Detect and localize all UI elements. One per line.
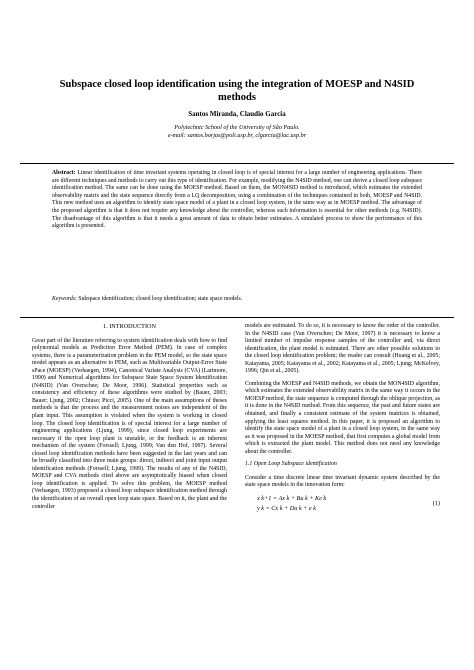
bottom-divider — [20, 317, 454, 318]
keywords-text: Subspace identification; closed loop identification; state space models. — [78, 296, 243, 302]
top-divider — [20, 163, 454, 164]
keywords-label: Keywords: — [52, 296, 77, 302]
affiliation: Polytechnic School of the University of São Paulo. — [174, 124, 300, 131]
intro-paragraph: Great part of the literature referring to system identification deals with how to find polynomial models as Prediction Error Method (PEM). In case of complex systems, there is a parameterization problem in the PEM model, so the state space model appears as an alternative to PEM, such as Multivariable Output-Error State sPace (MOESP) (Verhaegen, 1994), Canonical Variate Analysis (CVA) (Larimore, 1990) and Numerical algorithms for Subspace State Space System Identification (N4SID) (Van Overschee; De Moor, 1996). Statistical properties such as consistency and efficiency of these algorithms were studied by (Bauer, 2003; Bauer; Ljung, 2002; Chiuso; Picci, 2005). One of the main assumptions of theses methods is that the process and the measurement noises are independent of the plant input. This assumption is violated when the system is working in closed loop. The closed loop identification is of special interest for a large number of engineering applications (Ljung, 1999), since closed loop experiments are necessary if the open loop plant is unstable, or the feedback is an inherent mechanism of the system (Forssell; Ljung, 1999; Van den Hof, 1997). Several closed loop identification methods have been suggested in the last years and can be broadly classified into three main groups: direct, indirect and joint input output identification methods (Forssell; Ljung, 1999). The results of any of the N4SID, MOESP and CVA methods cited above are asymptotically biased when closed loop identification is applied. To solve this problem, the MOESP method (Verhaegen, 1993) proposed a closed loop subspace identification method through the identification of an overall open loop state space. Based on it, the plant and the controller — [32, 337, 227, 510]
paragraph-combining: Combining the MOESP and N4SID methods, we obtain the MON4SID algorithm, which estimates the extended observability matrix in the same way it occurs in the MOESP method, the state sequence is computed through the oblique projection, as it is done in the N4SID method. From this sequence, the past and future states are obtained, and finally a consistent estimate of the system matrices is obtained, applying the least squares method. In this paper, it is proposed an algorithm to identify the state space model of a plant in a closed loop system, in the same way as it was proposed in the MOESP method, that first computes a global model from which is extracted the plant model. This method does not need any knowledge about the controller. — [245, 380, 440, 455]
paragraph-consider: Consider a time discrete linear time invariant dynamic system described by the state space models in the innovation form: — [245, 474, 440, 489]
paper-authors: Santos Miranda, Claudio Garcia — [188, 110, 286, 118]
abstract-text: Linear identification of time invariant systems operating in closed loop is of special interest for a large number of engineering applications. There are different techniques and methods to carry out this type of identification. For example, modifying the N4SID method, one can derive a closed loop subspace identification method. The same can be done using the MOESP method. Based on them, the MON4SID method is introduced, which estimates the extended observability matrix and the state sequence directly from a LQ decomposition, using a combination of the techniques contained in both, MOESP and N4SID. This new method uses an algorithm to identify state space model of a plant in a closed loop system, in the same way as in MOESP method. The advantage of the proposed algorithm is that it does not require any knowledge about the controller, whereas such information is essential for other methods (e.g. N4SID). The disadvantage of this algorithm is that it needs a great amount of data to obtain better estimates. A simulated process to show the performance of this algorithm is presented. — [52, 170, 422, 230]
right-column — [245, 323, 440, 517]
section-heading: 1. INTRODUCTION — [103, 323, 156, 330]
abstract-label: Abstract: — [52, 170, 76, 176]
paper-title: Subspace closed loop identification using the integration of MOESP and N4SID methods — [59, 79, 415, 103]
equation-line-1: x k+1 = Ax k + Bu k + Ke k — [257, 494, 327, 502]
affiliation-block — [0, 124, 474, 140]
equation-number: (1) — [432, 499, 440, 507]
equation-line-2: y k = Cx k + Du k + e k — [257, 504, 316, 512]
subsection-heading: 1.1 Open Loop Subspace identification — [245, 461, 337, 468]
keywords — [52, 296, 422, 304]
email-line: e-mail: santos.borjas@poli.usp.br, clgarcia@lac.usp.br — [167, 132, 307, 139]
abstract — [52, 170, 422, 231]
left-column — [32, 323, 227, 516]
paragraph-models: models are estimated. To do so, it is necessary to know the order of the controller. In the N4SID case (Van Overschee; De Moor, 1997) it is necessary to know a limited number of impulse response samples of the controller and, via direct identification, the plant model is estimated. There are other possible solutions to the closed loop identification problem; the reader can consult (Huang et al., 2005; Katayama, 2005; Katayama et al., 2002; Katayama et al., 2005; Ljung; McKelvey, 1996; Qin et al., 2005). — [245, 323, 440, 375]
equation-1 — [245, 495, 440, 517]
